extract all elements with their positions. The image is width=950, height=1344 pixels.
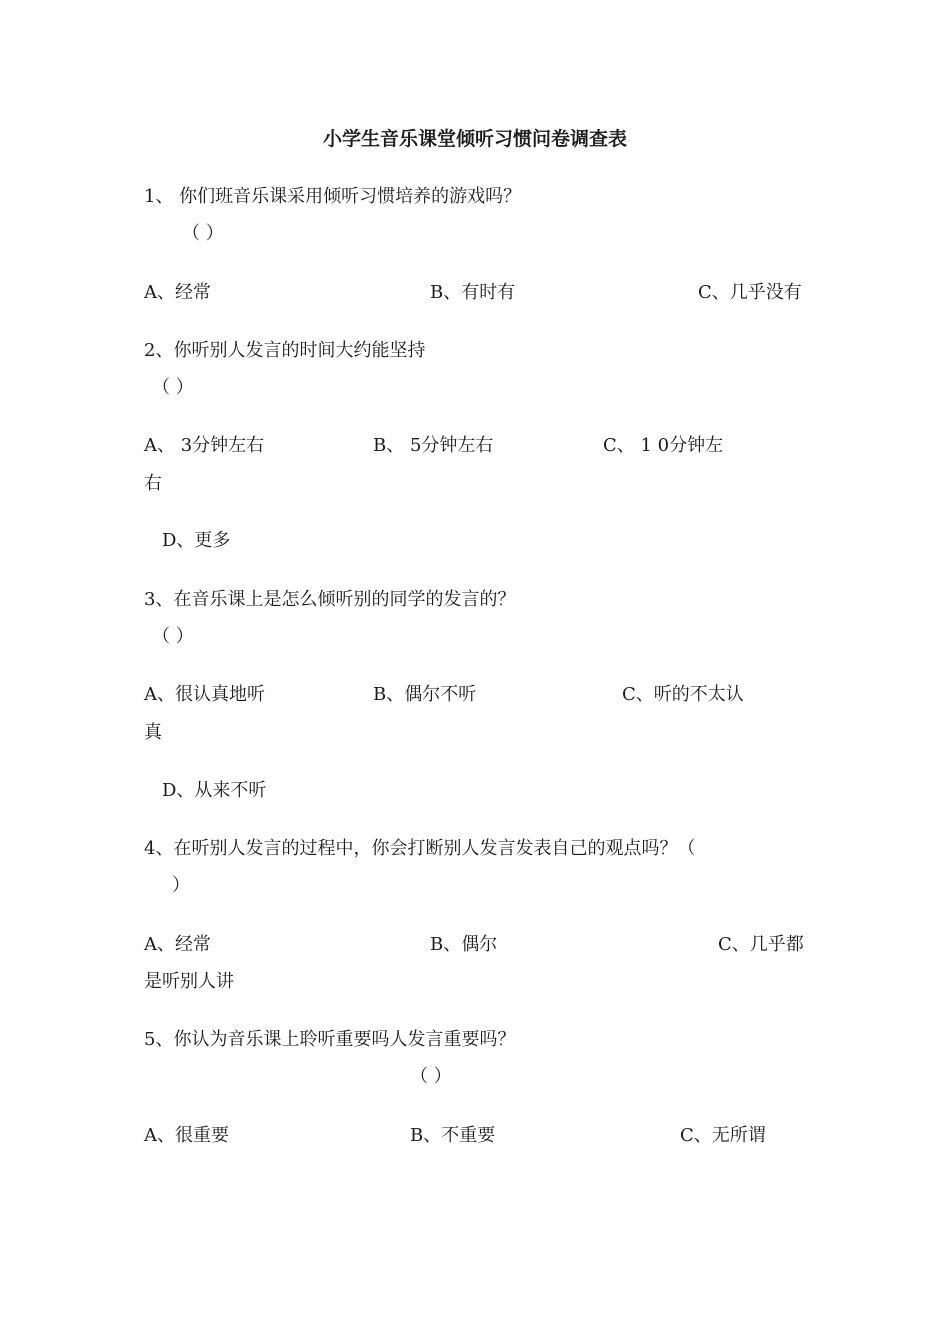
page-title: 小学生音乐课堂倾听习惯问卷调查表 <box>322 128 627 150</box>
question-2-option-a: A、 3分钟左右 <box>144 435 265 456</box>
question-3-blank: （ ） <box>152 626 194 647</box>
question-4-blank: ） <box>172 875 190 896</box>
question-3-option-c-wrap: 真 <box>144 722 162 743</box>
question-5-blank: （ ） <box>410 1066 452 1087</box>
question-5-option-a: A、很重要 <box>144 1125 229 1146</box>
question-4-option-b: B、偶尔 <box>430 934 498 955</box>
question-1-option-c: C、几乎没有 <box>698 282 802 303</box>
question-3-option-a: A、很认真地听 <box>144 684 265 705</box>
question-4-option-a: A、经常 <box>144 934 211 955</box>
question-3-option-b: B、偶尔不听 <box>373 684 477 705</box>
question-4-option-c-wrap: 是听别人讲 <box>144 971 234 992</box>
question-2-text: 2、你听别人发言的时间大约能坚持 <box>144 340 426 361</box>
question-1-text: 1、 你们班音乐课采用倾听习惯培养的游戏吗？ <box>144 186 522 207</box>
question-2-option-d: D、更多 <box>162 530 231 551</box>
question-5-option-b: B、不重要 <box>410 1125 496 1146</box>
question-1-blank: （ ） <box>182 223 224 244</box>
question-1-option-a: A、经常 <box>144 282 211 303</box>
question-5-option-c: C、无所谓 <box>680 1125 766 1146</box>
question-2-blank: （ ） <box>152 377 194 398</box>
question-3-option-c: C、听的不太认 <box>622 684 744 705</box>
question-4-text: 4、在听别人发言的过程中，你会打断别人发言发表自己的观点吗？（ <box>144 838 696 859</box>
question-2-option-c-wrap: 右 <box>144 473 162 494</box>
question-3-option-d: D、从来不听 <box>162 780 267 801</box>
question-5-text: 5、你认为音乐课上聆听重要吗人发言重要吗？ <box>144 1029 516 1050</box>
question-3-text: 3、在音乐课上是怎么倾听别的同学的发言的？ <box>144 589 516 610</box>
question-4-option-c: C、几乎都 <box>718 934 804 955</box>
question-2-option-c: C、 1 0分钟左 <box>603 435 724 456</box>
question-2-option-b: B、 5分钟左右 <box>373 435 494 456</box>
question-1-option-b: B、有时有 <box>430 282 516 303</box>
